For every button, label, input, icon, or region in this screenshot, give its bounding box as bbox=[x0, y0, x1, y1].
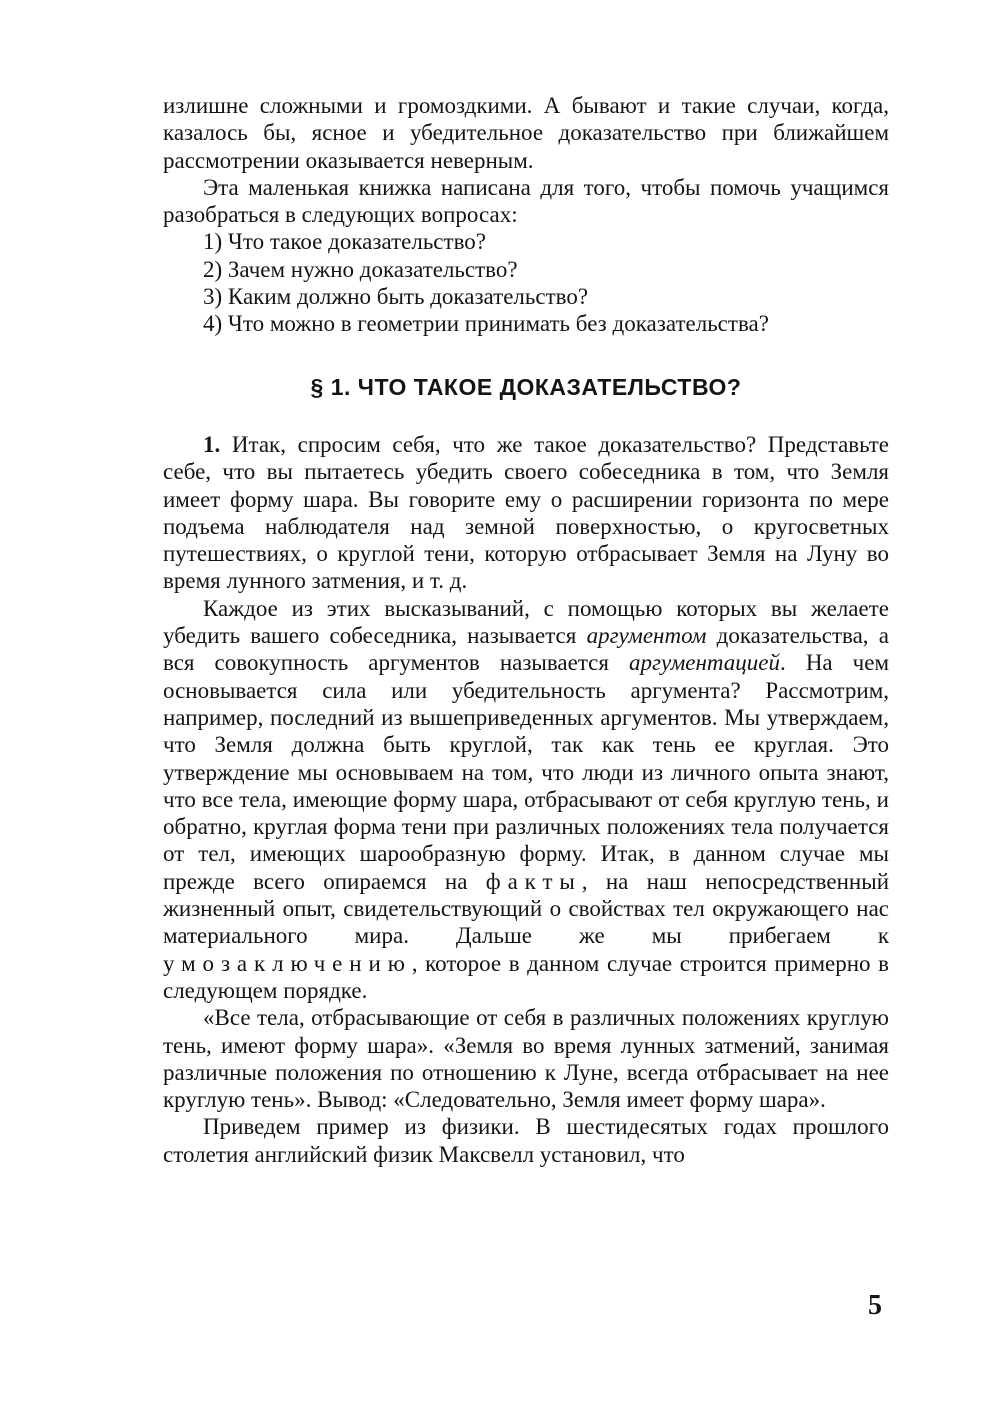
page-number: 5 bbox=[868, 1290, 882, 1321]
text-segment: , которое в данном случае строится примерно в следующем порядке. bbox=[163, 950, 889, 1003]
section-paragraph-2 bbox=[163, 595, 889, 1004]
intro-paragraph-1: излишне сложными и громоздкими. А бывают и такие случаи, когда, казалось бы, ясное и убедительное доказательство при ближайшем рассмотрении оказывается неверным. bbox=[163, 93, 889, 173]
list-item: 1) Что такое доказательство? bbox=[203, 229, 486, 255]
questions-list bbox=[163, 228, 889, 337]
section-paragraph-3: «Все тела, отбрасывающие от себя в различных положениях круглую тень, имеют форму шара». «Земля во время лунных затмений, занимая различные положения по отношению к Луне, всегда отбрасывает на нее круглую тень». Вывод: «Следовательно, Земля имеет форму шара». bbox=[163, 1005, 889, 1113]
section-paragraph-4: Приведем пример из физики. В шестидесятых годах прошлого столетия английский физик Максвелл установил, что bbox=[163, 1114, 889, 1167]
term-argumentation: аргументацией bbox=[629, 650, 781, 676]
text-segment: . На чем основывается сила или убедительность аргумента? Рассмотрим, например, последний из вышеприведенных аргументов. Мы утверждаем, что Земля должна быть круглой, так как тень ее круглая. Это утверждение мы основываем на том, что люди из личного опыта знают, что все тела, имеющие форму шара, отбрасывают от себя круглую тень, и обратно, круглая форма тени при различных положениях тела получается от тел, имеющих шарообразную форму. Итак, в данном случае мы прежде всего опираемся на bbox=[163, 650, 889, 894]
text-segment: , на наш непосредственный жизненный опыт, свидетельствующий о свойствах тел окружающего нас материального мира. Дальше же мы прибегаем к bbox=[163, 868, 889, 949]
paragraph-text: Итак, спросим себя, что же такое доказательство? Представьте себе, что вы пытаетесь убедить своего собеседника в том, что Земля имеет форму шара. Вы говорите ему о расширении горизонта по мере подъема наблюдателя над земной поверхностью, о кругосветных путешествиях, о круглой тени, которую отбрасывает Земля на Луну во время лунного затмения, и т. д. bbox=[163, 431, 890, 594]
section-paragraph-1 bbox=[163, 431, 889, 595]
list-item: 3) Каким должно быть доказательство? bbox=[203, 284, 589, 310]
page-body bbox=[163, 92, 889, 1168]
list-item: 4) Что можно в геометрии принимать без доказательства? bbox=[203, 311, 769, 337]
list-item: 2) Зачем нужно доказательство? bbox=[203, 256, 518, 282]
text-segment: Каждое из этих высказываний, с помощью которых вы желаете убедить вашего собеседника, называется bbox=[163, 595, 889, 649]
spaced-term-facts: факты bbox=[485, 868, 582, 894]
text-segment: доказательства, а вся совокупность аргументов называется bbox=[163, 623, 889, 676]
section-heading: § 1. ЧТО ТАКОЕ ДОКАЗАТЕЛЬСТВО? bbox=[310, 373, 742, 400]
term-argument: аргументом bbox=[586, 623, 707, 649]
intro-paragraph-2: Эта маленькая книжка написана для того, чтобы помочь учащимся разобраться в следующих вопросах: bbox=[163, 174, 889, 228]
spaced-term-inference: умозаключению bbox=[163, 950, 412, 976]
paragraph-number: 1. bbox=[203, 431, 221, 457]
